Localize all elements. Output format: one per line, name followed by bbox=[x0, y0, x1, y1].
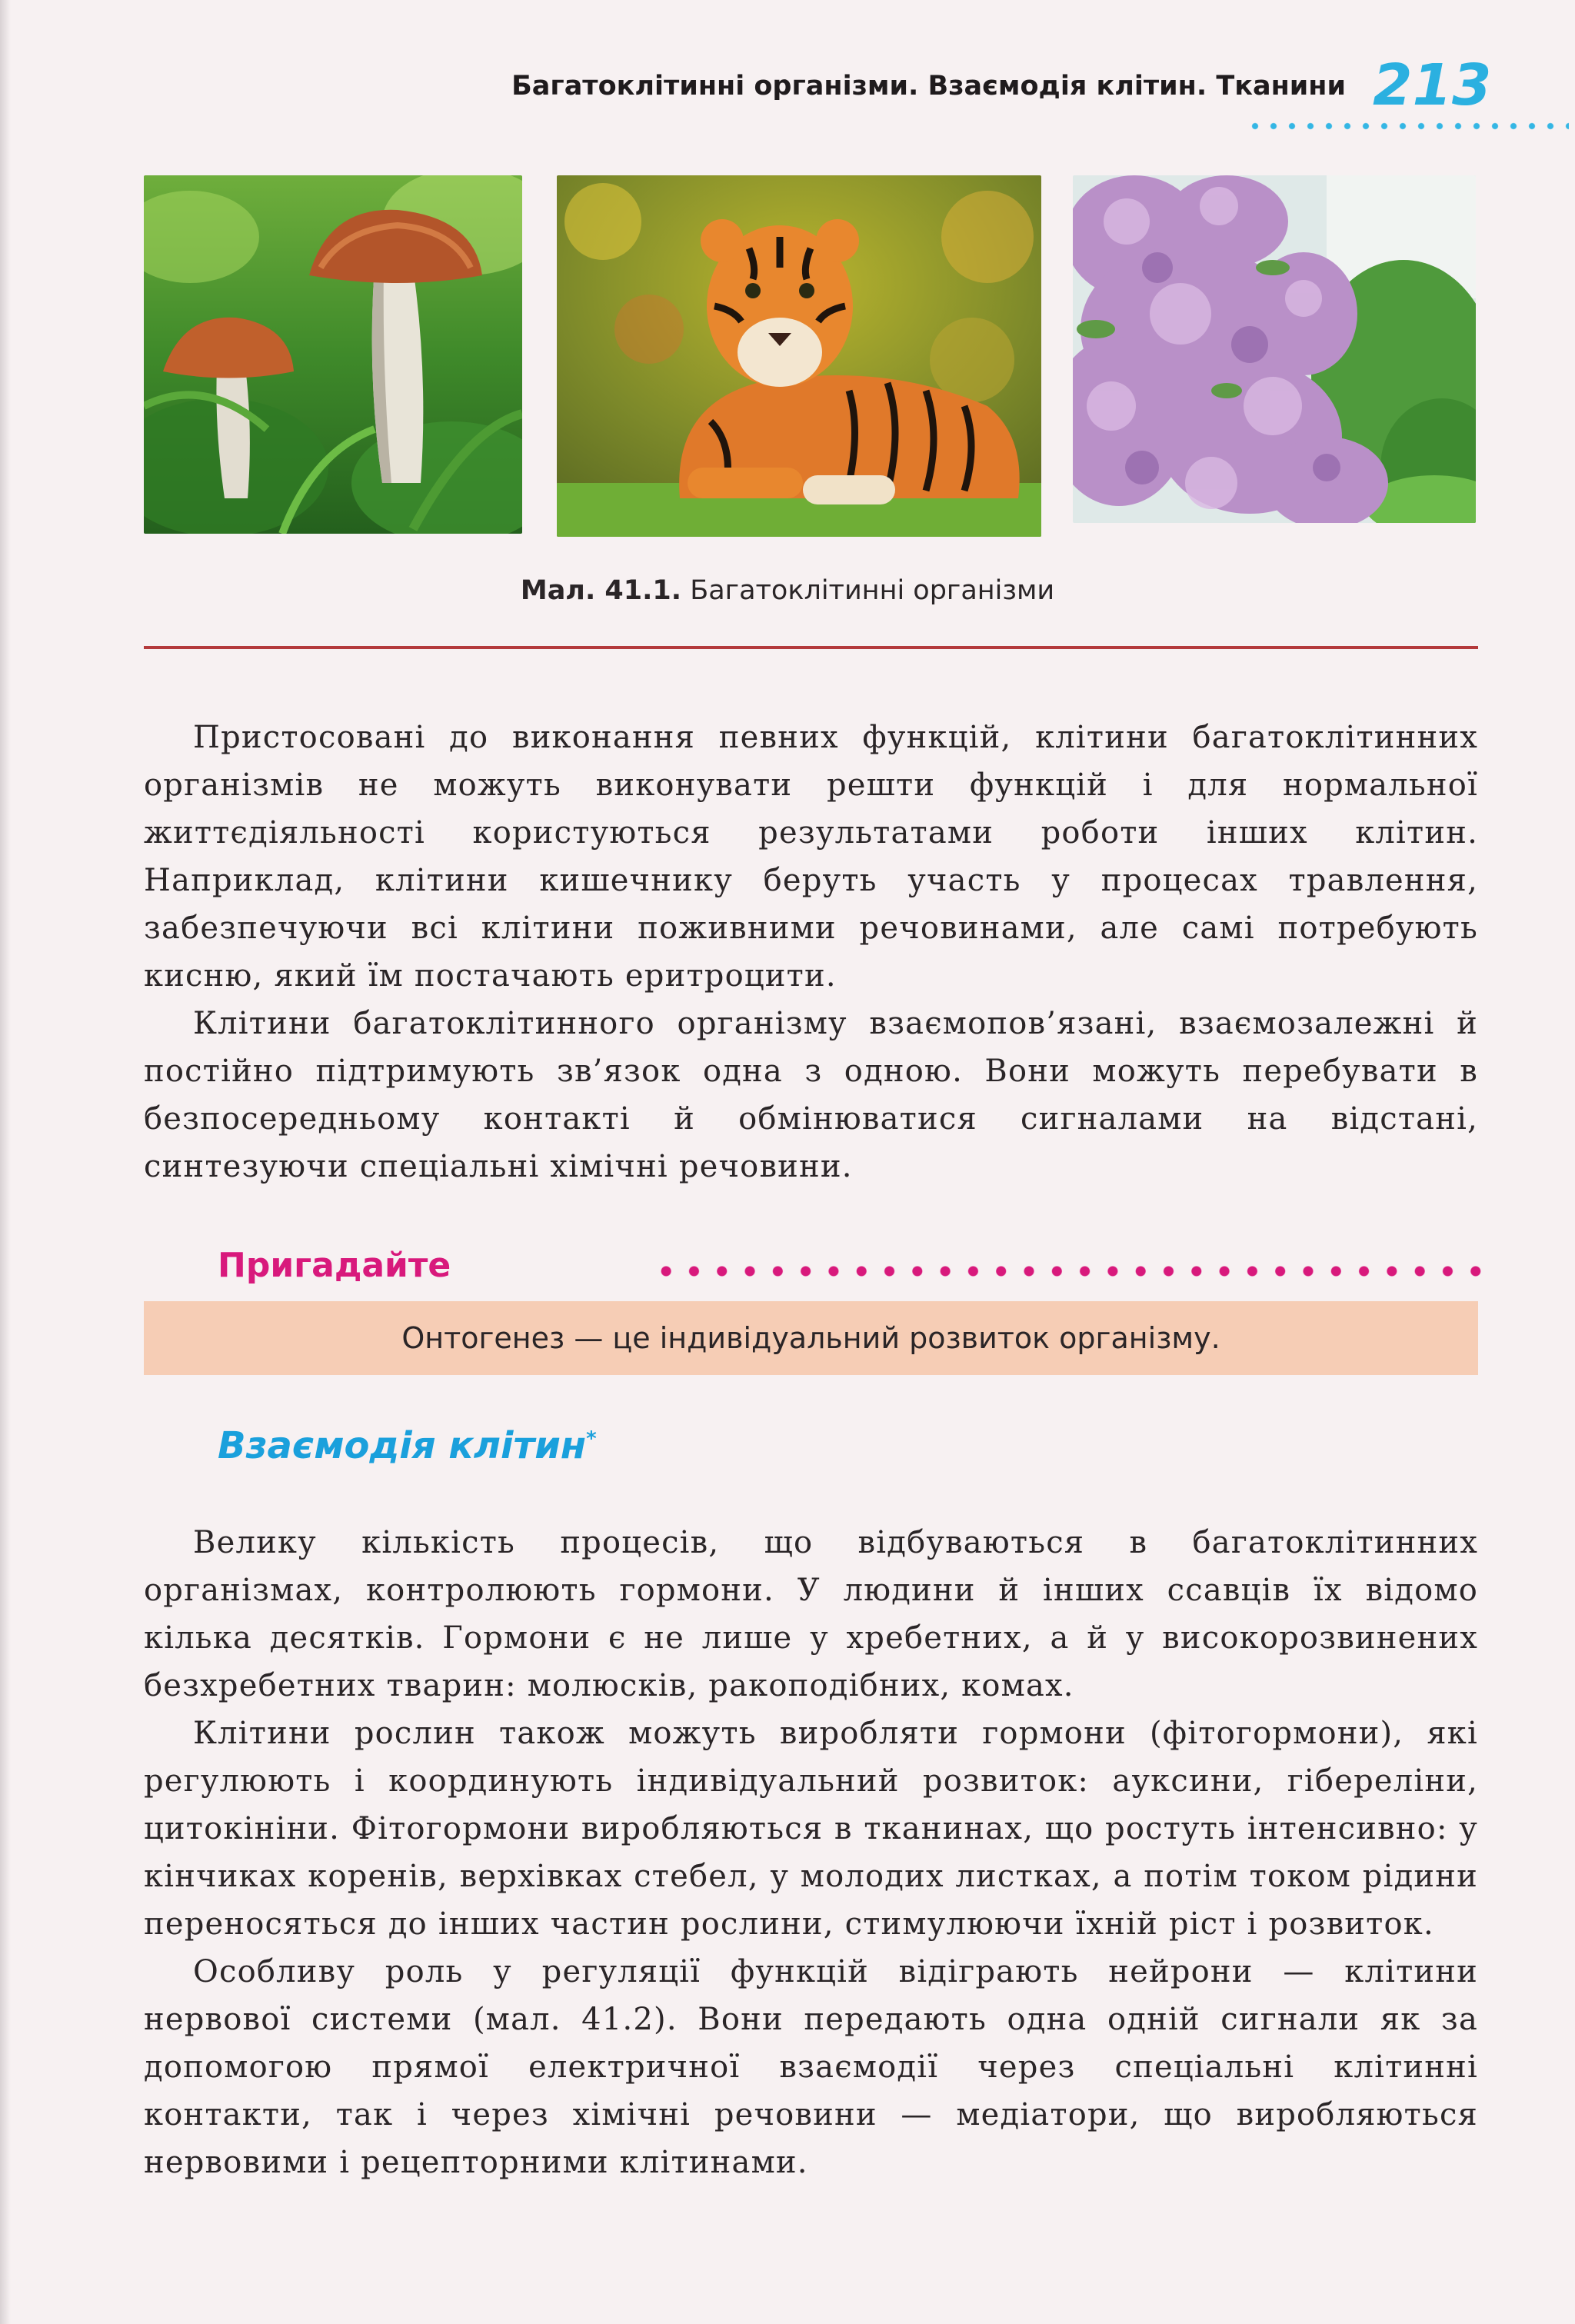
figure-number: Мал. 41.1. bbox=[520, 575, 682, 606]
lilac-photo bbox=[1073, 175, 1476, 523]
recall-dotted-line bbox=[652, 1264, 1483, 1278]
page-number: 213 bbox=[1373, 52, 1492, 118]
header-dotted-line bbox=[1246, 122, 1569, 131]
section-heading bbox=[218, 1424, 597, 1467]
section-heading-text: Взаємодія клітин bbox=[218, 1424, 587, 1467]
recall-title: Пригадайте bbox=[218, 1246, 451, 1285]
paragraph: Особливу роль у регуляції функцій відіграють нейрони — клітини нервової системи (мал. 41.2). Вони передають одна одній сигнали як за допомогою прямої електричної взаємодії через спеціальні клітинні контакти, так і через хімічні речовини — медіатори, що виробляються нервовими і рецепторними клітинами. bbox=[144, 1954, 1478, 2180]
figure-caption bbox=[0, 575, 1575, 606]
recall-box bbox=[144, 1301, 1478, 1375]
paragraph: Клітини рослин також можуть виробляти гормони (фітогормони), які регулюють і координують індивідуальний розвиток: ауксини, гібереліни, цитокініни. Фітогормони виробляються в тканинах, що ростуть інтенсивно: у кінчиках коренів, верхівках стебел, у молодих листках, а потім током рідини переносяться до інших частин рослини, стимулюючи їхній ріст і розвиток. bbox=[144, 1716, 1478, 1942]
section-divider bbox=[144, 646, 1478, 649]
mushrooms-photo bbox=[144, 175, 522, 534]
figure-caption-text: Багатоклітинні організми bbox=[690, 575, 1055, 606]
section-text bbox=[144, 1519, 1478, 2186]
page-edge bbox=[0, 0, 11, 2324]
section-heading-mark: * bbox=[586, 1427, 597, 1450]
paragraph: Клітини багатоклітинного організму взаємопов’язані, взаємозалежні й постійно підтримують зв’язок одна з одною. Вони можуть перебувати в безпосередньому контакті й обмінюватися сигналами на відстані, синтезуючи спеціальні хімічні речовини. bbox=[144, 1006, 1478, 1184]
running-title: Багатоклітинні організми. Взаємодія клітин. Тканини bbox=[511, 71, 1346, 102]
paragraph: Велику кількість процесів, що відбуваються в багатоклітинних організмах, контролюють гормони. У людини й інших ссавців їх відомо кілька десятків. Гормони є не лише у хребетних, а й у високорозвинених безхребетних тварин: молюсків, ракоподібних, комах. bbox=[144, 1525, 1478, 1703]
intro-text bbox=[144, 714, 1478, 1190]
recall-text: Онтогенез — це індивідуальний розвиток організму. bbox=[401, 1321, 1220, 1355]
tiger-photo bbox=[557, 175, 1041, 537]
paragraph: Пристосовані до виконання певних функцій, клітини багатоклітинних організмів не можуть виконувати решти функцій і для нормальної життєдіяльності користуються результатами роботи інших клітин. Наприклад, клітини кишечнику беруть участь у процесах травлення, забезпечуючи всі клітини поживними речовинами, але самі потребують кисню, який їм постачають еритроцити. bbox=[144, 720, 1478, 994]
